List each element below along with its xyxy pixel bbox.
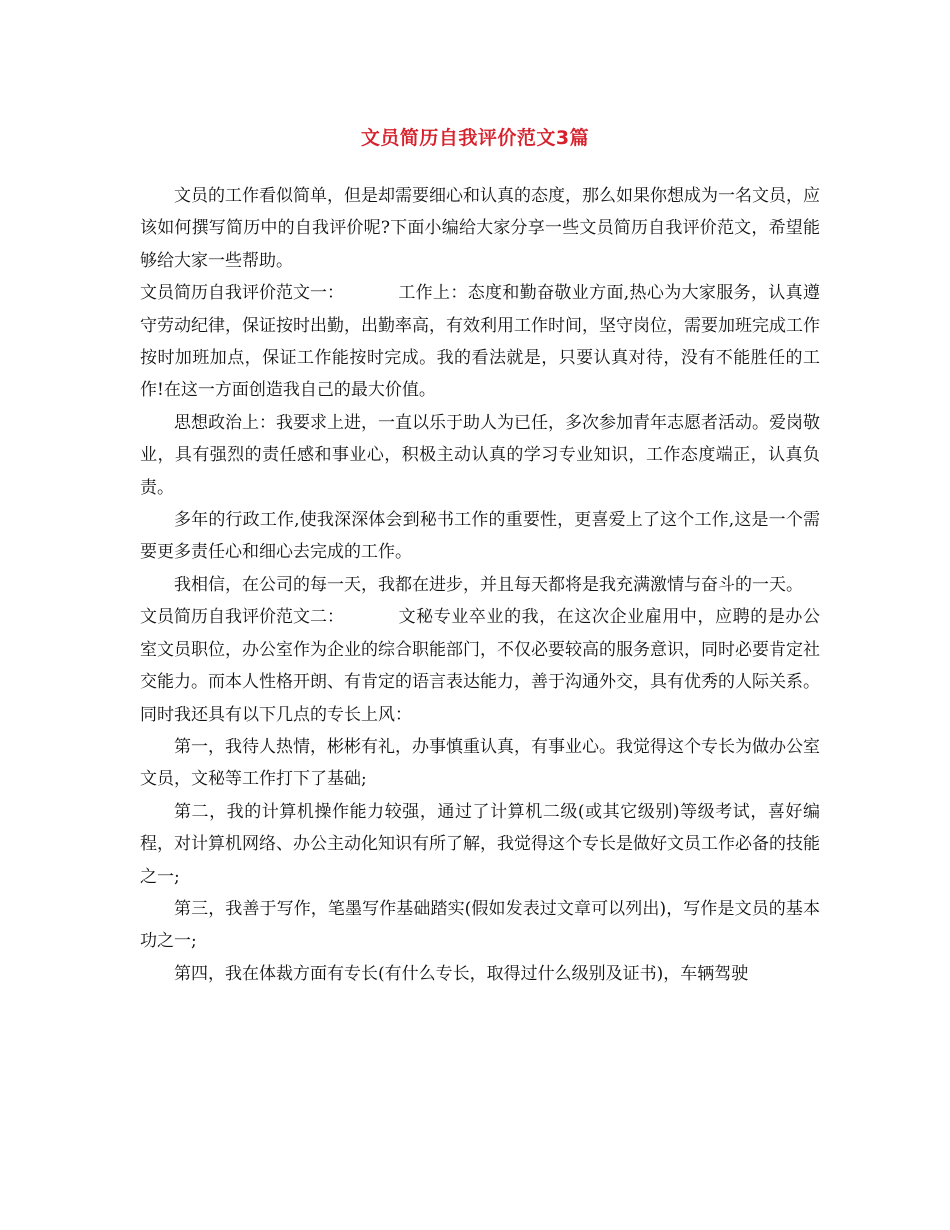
sample1-paragraph [140,277,820,407]
sample1-admin-paragraph: 多年的行政工作,使我深深体会到秘书工作的重要性，更喜爱上了这个工作,这是一个需要更多责任心和细心去完成的工作。 [140,510,820,563]
sample2-point-2: 第二，我的计算机操作能力较强，通过了计算机二级(或其它级别)等级考试，喜好编程，对计算机网络、办公主动化知识有所了解，我觉得这个专长是做好文员工作必备的技能之一; [140,801,820,887]
sample1-text: 工作上：态度和勤奋敬业方面,热心为大家服务，认真遵守劳动纪律，保证按时出勤，出勤率高，有效利用工作时间，坚守岗位，需要加班完成工作按时加班加点，保证工作能按时完成。我的看法就是，只要认真对待，没有不能胜任的工作!在这一方面创造我自己的最大价值。 [140,283,820,401]
sample2-point-1: 第一，我待人热情，彬彬有礼，办事慎重认真，有事业心。我觉得这个专长为做办公室文员，文秘等工作打下了基础; [140,736,820,790]
intro-paragraph: 文员的工作看似简单，但是却需要细心和认真的态度，那么如果你想成为一名文员，应该如何撰写简历中的自我评价呢?下面小编给大家分享一些文员简历自我评价范文，希望能够给大家一些帮助。 [140,186,820,271]
sample1-heading: 文员简历自我评价范文一： [140,283,344,304]
sample1-belief-paragraph: 我相信，在公司的每一天，我都在进步，并且每天都将是我充满激情与奋斗的一天。 [174,574,803,595]
sample2-text: 文秘专业卒业的我，在这次企业雇用中，应聘的是办公室文员职位，办公室作为企业的综合职能部门，不仅必要较高的服务意识，同时必要肯定社交能力。而本人性格开朗、有肯定的语言表达能力，善于沟通外交，具有优秀的人际关系。同时我还具有以下几点的专长上风： [140,607,820,725]
sample2-paragraph [140,601,820,731]
sample2-point-4: 第四，我在体裁方面有专长(有什么专长，取得过什么级别及证书)，车辆驾驶 [174,963,749,984]
document-title: 文员简历自我评价范文3篇 [360,127,590,149]
sample2-point-3: 第三，我善于写作，笔墨写作基础踏实(假如发表过文章可以列出)，写作是文员的基本功之一; [140,898,820,952]
sample1-politics-paragraph: 思想政治上：我要求上进，一直以乐于助人为已任，多次参加青年志愿者活动。爱岗敬业，具有强烈的责任感和事业心，积极主动认真的学习专业知识，工作态度端正，认真负责。 [140,412,820,498]
document-body [140,180,820,990]
sample2-heading: 文员简历自我评价范文二： [140,607,344,628]
